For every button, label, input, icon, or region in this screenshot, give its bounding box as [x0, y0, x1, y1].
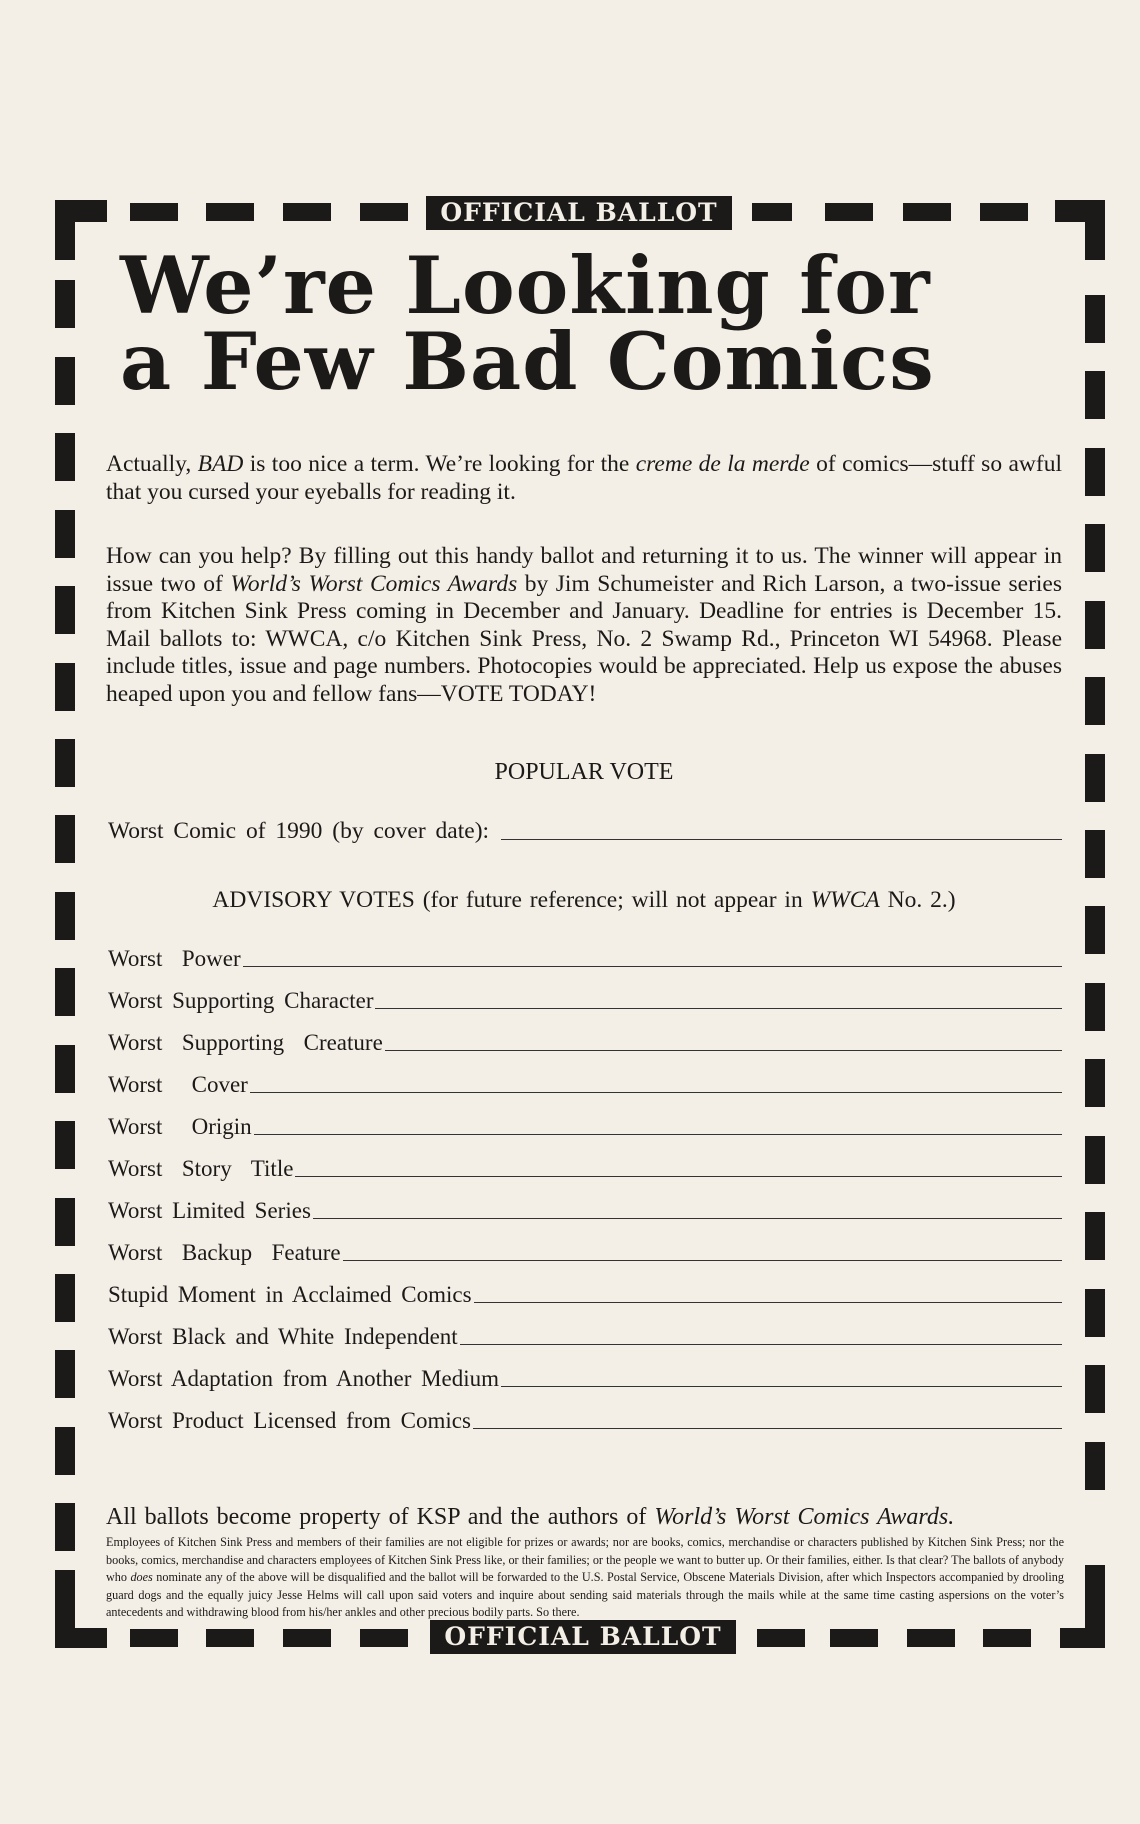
- advisory-row[interactable]: [108, 1194, 1062, 1224]
- advisory-label: Worst Backup Feature: [108, 1240, 341, 1265]
- border-dash: [1085, 1365, 1105, 1413]
- border-dash: [55, 892, 75, 940]
- border-dash: [752, 203, 792, 221]
- advisory-blank[interactable]: [313, 1217, 1062, 1219]
- border-corner-top-right: [1085, 200, 1105, 260]
- advisory-row[interactable]: [108, 1236, 1062, 1266]
- border-dash: [360, 1629, 408, 1647]
- advisory-label: Worst Adaptation from Another Medium: [108, 1366, 500, 1391]
- intro-bad: BAD: [197, 451, 244, 477]
- border-dash: [980, 203, 1028, 221]
- border-dash: [55, 1198, 75, 1246]
- advisory-blank[interactable]: [250, 1091, 1062, 1093]
- border-dash: [830, 1629, 878, 1647]
- advisory-label: Worst Supporting Creature: [108, 1030, 383, 1055]
- fine-print-title-text: All ballots become property of KSP and the authors of: [106, 1504, 655, 1530]
- fine-print-body-italic: does: [130, 1570, 153, 1584]
- help-paragraph: [106, 543, 1062, 708]
- border-dash: [283, 1629, 331, 1647]
- border-dash: [55, 1503, 75, 1551]
- border-dash: [130, 203, 178, 221]
- advisory-row[interactable]: [108, 1320, 1062, 1350]
- advisory-row[interactable]: [108, 1278, 1062, 1308]
- official-ballot-label: OFFICIAL BALLOT: [440, 198, 718, 227]
- advisory-label: Worst Limited Series: [108, 1198, 311, 1223]
- border-dash: [55, 586, 75, 634]
- advisory-blank[interactable]: [385, 1049, 1062, 1051]
- border-dash: [1085, 1442, 1105, 1490]
- border-dash: [1085, 295, 1105, 343]
- fine-print-body: nominate any of the above will be disqualified and the ballot will be forwarded to the U.S. Postal Service, Obscene Materials Division, after which Inspectors accompanied by drooling guard dogs and the equally juicy Jesse Helms will call upon said voters and inquire about sending said materials through the mails while at the same time casting aspersions on the voter’s antecedents and withdrawing blood from his/her ankles and other precious bodily parts. So there.: [106, 1570, 1064, 1619]
- border-dash: [1085, 677, 1105, 725]
- border-dash: [1085, 601, 1105, 649]
- headline: [120, 239, 1050, 408]
- border-dash: [1085, 906, 1105, 954]
- advisory-label: Worst Story Title: [108, 1156, 294, 1181]
- border-dash: [55, 663, 75, 711]
- advisory-label: Worst Product Licensed from Comics: [108, 1408, 471, 1433]
- border-corner-bottom-left: [55, 1628, 107, 1648]
- advisory-blank[interactable]: [343, 1259, 1062, 1261]
- border-dash: [283, 203, 331, 221]
- advisory-label: Stupid Moment in Acclaimed Comics: [108, 1282, 472, 1307]
- border-dash: [55, 357, 75, 405]
- advisory-blank[interactable]: [473, 1427, 1062, 1429]
- border-dash: [130, 1629, 178, 1647]
- border-dash: [907, 1629, 955, 1647]
- border-dash: [55, 1121, 75, 1169]
- border-dash: [1085, 371, 1105, 419]
- border-dash: [206, 203, 254, 221]
- border-dash: [1085, 1289, 1105, 1337]
- advisory-heading-text: No. 2.): [879, 887, 956, 913]
- border-dash: [825, 203, 873, 221]
- advisory-row[interactable]: [108, 1362, 1062, 1392]
- border-dash: [1085, 448, 1105, 496]
- advisory-label: Worst Origin: [108, 1114, 252, 1139]
- border-dash: [55, 1427, 75, 1475]
- advisory-blank[interactable]: [295, 1175, 1062, 1177]
- advisory-label: Worst Cover: [108, 1072, 248, 1097]
- border-dash: [1085, 983, 1105, 1031]
- advisory-blank[interactable]: [460, 1343, 1062, 1345]
- border-dash: [55, 1045, 75, 1093]
- border-dash: [757, 1629, 805, 1647]
- advisory-heading-italic: WWCA: [810, 887, 880, 913]
- border-dash: [55, 280, 75, 328]
- fine-print-title: [106, 1502, 1064, 1532]
- intro-text: is too nice a term. We’re looking for the: [243, 451, 636, 477]
- border-dash: [983, 1629, 1031, 1647]
- border-dash: [1085, 830, 1105, 878]
- border-dash: [1085, 524, 1105, 572]
- official-ballot-tag-top: [426, 196, 732, 230]
- popular-vote-label: Worst Comic of 1990 (by cover date):: [108, 818, 490, 844]
- border-dash: [903, 203, 951, 221]
- popular-vote-blank[interactable]: [501, 838, 1062, 840]
- headline-line-1: We’re Looking for: [120, 239, 931, 332]
- official-ballot-tag-bottom: [430, 1620, 736, 1654]
- border-dash: [55, 1350, 75, 1398]
- official-ballot-label: OFFICIAL BALLOT: [444, 1622, 722, 1651]
- fine-print-body: Employees of Kitchen Sink Press and members of their families are not eligible for prizes or awards; nor are books, comics, merchandise or characters published by Kitchen Sink Press; nor the books, comics, merchandise and characters employees of Kitchen Sink Press like, or their families; or the people we want to butter up. Or their families, either. Is that clear? The ballots of anybody who: [106, 1535, 1064, 1584]
- advisory-blank[interactable]: [501, 1385, 1062, 1387]
- advisory-label: Worst Supporting Character: [108, 988, 374, 1013]
- advisory-row[interactable]: [108, 1068, 1062, 1098]
- fine-print: [106, 1502, 1064, 1622]
- border-dash: [206, 1629, 254, 1647]
- border-corner-bottom-right: [1085, 1565, 1105, 1648]
- intro-text: of comics—stuff so awful that you cursed your eyeballs for reading it.: [106, 451, 1062, 505]
- intro-text: Actually,: [106, 451, 198, 477]
- border-dash: [1085, 754, 1105, 802]
- popular-vote-row[interactable]: [108, 815, 1062, 845]
- border-dash: [55, 433, 75, 481]
- border-dash: [55, 815, 75, 863]
- advisory-blank[interactable]: [254, 1133, 1062, 1135]
- help-text: by Jim Schumeister and Rich Larson, a two-issue series from Kitchen Sink Press coming in December and January. Deadline for entries is December 15. Mail ballots to: WWCA, c/o Kitchen Sink Press, No. 2 Swamp Rd., Princeton WI 54968. Please include titles, issue and page numbers. Photocopies would be appreciated. Help us expose the abuses heaped upon you and fellow fans—VOTE TODAY!: [106, 570, 1063, 707]
- popular-vote-heading: POPULAR VOTE: [494, 759, 674, 785]
- help-title: World’s Worst Comics Awards: [230, 570, 518, 597]
- advisory-label: Worst Power: [108, 946, 241, 971]
- border-dash: [1085, 1059, 1105, 1107]
- advisory-row[interactable]: [108, 1404, 1062, 1434]
- advisory-blank[interactable]: [375, 1007, 1062, 1009]
- advisory-row[interactable]: [108, 1026, 1062, 1056]
- border-dash: [1085, 1212, 1105, 1260]
- border-corner-top-left: [55, 200, 75, 260]
- border-dash: [55, 739, 75, 787]
- advisory-heading: [106, 887, 1062, 914]
- border-dash: [360, 203, 408, 221]
- intro-creme: creme de la merde: [635, 451, 810, 477]
- advisory-label: Worst Black and White Independent: [108, 1324, 458, 1349]
- advisory-blank[interactable]: [474, 1301, 1062, 1303]
- intro-paragraph: [106, 451, 1062, 506]
- advisory-heading-text: ADVISORY VOTES (for future reference; will not appear in: [212, 887, 811, 913]
- border-dash: [55, 510, 75, 558]
- border-dash: [55, 1274, 75, 1322]
- fine-print-title-italic: World’s Worst Comics Awards.: [654, 1504, 955, 1530]
- advisory-row[interactable]: [108, 984, 1062, 1014]
- border-dash: [55, 968, 75, 1016]
- headline-line-2: a Few Bad Comics: [120, 315, 935, 408]
- advisory-row[interactable]: [108, 1152, 1062, 1182]
- border-dash: [1085, 1136, 1105, 1184]
- advisory-row[interactable]: [108, 942, 1062, 972]
- advisory-row[interactable]: [108, 1110, 1062, 1140]
- advisory-blank[interactable]: [243, 965, 1062, 967]
- help-text: How can you help? By filling out this handy ballot and returning it to us. The winner will appear in issue two of: [106, 543, 1062, 597]
